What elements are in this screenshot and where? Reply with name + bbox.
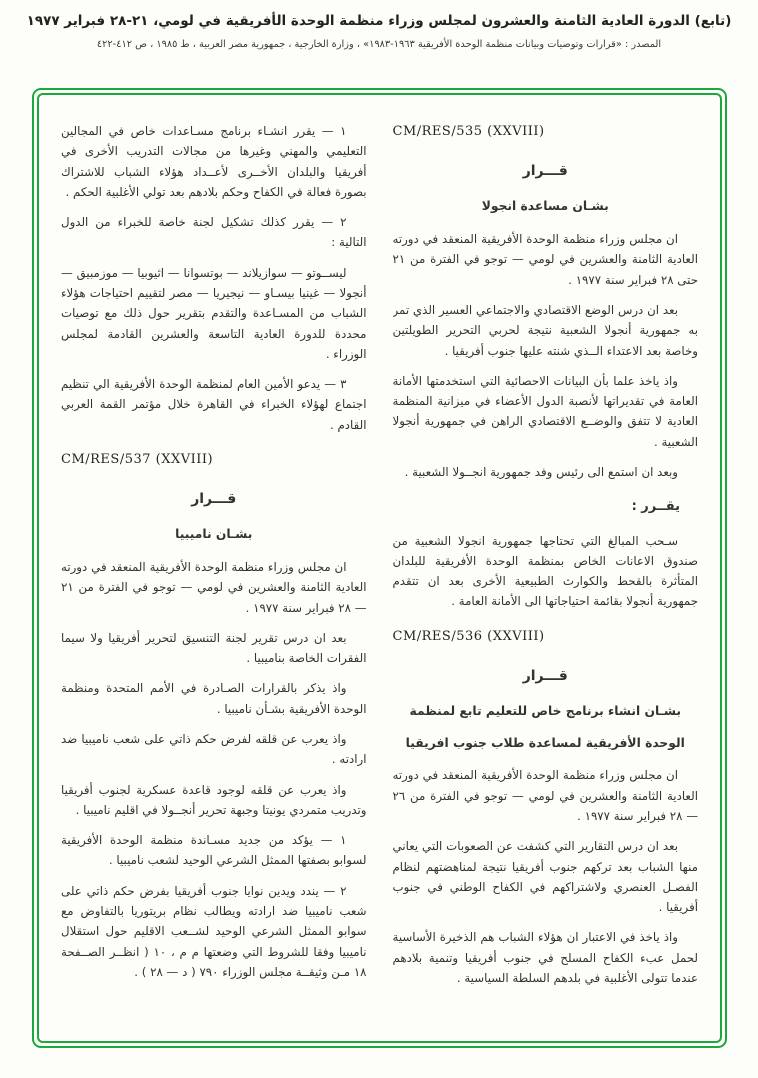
paragraph: ليســوتو — سوازيلاند — بوتسوانا — اثيوبيا — موزمبيق — أنجولا — غينيا بيسـاو — نيجيريا — مصر لتقييم احتياجات هؤلاء الشباب من المسـاعدة والتقدم بتقرير حول ذلك مع توصيات محددة للدورة العادية التاسعة والعشرين القادمة لمجلس الوزراء . — [61, 265, 367, 361]
resolution-subject: بشـان انشاء برنامج خاص للتعليم تابع لمنظمة — [409, 704, 681, 719]
paragraph: بعد ان درس التقارير التي كشفت عن الصعوبات التي يعاني منها الشباب بعد تركهم جنوب أفريقيا نتيجة لمناهضتهم لنظام الفصـل العنصري ولاشتراكهم في الكفاح الوطني في جنوب أفريقيا . — [392, 839, 698, 915]
header-source-note: المصدر : «قرارات وتوصيات وبيانات منظمة الوحدة الأفريقية ١٩٦٣-١٩٨٣» ، وزارة الخارجية ، جمهورية مصر العربية ، ط ١٩٨٥ ، ص ٤١٢-٤٢٢ — [96, 39, 662, 50]
resolution-ref: CM/RES/537 (XXVIII) — [61, 451, 214, 467]
paragraph: واذ ياخذ في الاعتبار ان هؤلاء الشباب هم الذخيرة الأساسية لحمل عبء الكفاح المسلح في جنوب أفريقيا وتنمية بلادهم عندما تتولى الأغلبية في بلدهم السلطة السياسية . — [392, 930, 698, 985]
resolution-ref: CM/RES/536 (XXVIII) — [392, 628, 545, 644]
resolution-subject: بشـان مساعدة انجولا — [481, 199, 609, 214]
green-frame — [32, 88, 727, 1048]
green-frame-inner — [37, 93, 722, 1043]
resolution-subject: الوحدة الأفريقية لمساعدة طلاب جنوب افريقيا — [405, 735, 685, 750]
paragraph: ان مجلس وزراء منظمة الوحدة الأفريقية المنعقد في دورته العادية الثامنة والعشرين في لومي — توجو في الفترة من ٢١ حتى ٢٨ فبراير سنة ١٩٧٧ . — [392, 232, 698, 287]
paragraph: ٢ — يقرر كذلك تشكيل لجنة خاصة للخبراء من الدول التالية : — [61, 215, 367, 250]
resolution-subject: بشـان ناميبيا — [175, 527, 253, 542]
paragraph: واذ يعرب عن قلقه لوجود قاعدة عسكرية لجنوب أفريقيا وتدريب متمردي يونيتا وجبهة تحرير أنجــولا في اقليم ناميبيا . — [61, 782, 367, 817]
paragraph: بعد ان درس تقرير لجنة التنسيق لتحرير أفريقيا ولا سيما الفقرات الخاصة بناميبيا . — [61, 630, 367, 666]
paragraph: واذ يعرب عن قلقه لفرض حكم ذاتي على شعب ناميبيا ضد ارادته . — [61, 732, 367, 767]
decree-label: يقــرر : — [631, 499, 680, 515]
paragraph: ١ — يؤكد من جديد مسـاندة منظمة الوحدة الأفريقية لسوابو بصفتها الممثل الشرعي الوحيد لشعب ناميبيا . — [61, 833, 367, 868]
resolution-title: قـــرار — [191, 491, 237, 508]
paragraph: واذ يذكر بالقرارات الصـادرة في الأمم المتحدة ومنظمة الوحدة الأفريقية بشـأن ناميبيا . — [61, 681, 367, 716]
document-body — [39, 95, 720, 1041]
resolution-ref: CM/RES/535 (XXVIII) — [392, 124, 545, 139]
resolution-title: قـــرار — [522, 163, 568, 180]
page-header — [0, 0, 758, 50]
paragraph: ١ — يقرر انشـاء برنامج مسـاعدات خاص في المجالين التعليمي والمهني وغيرها من مجالات التدريب الأخرى في أفريقيا والبلدان الأخــرى لأعــداد هؤلاء الشباب للاشتراك بصورة فعالة في الكفاح وحكم بلادهم بعد تولي الأغلبية الحكم . — [61, 124, 367, 199]
header-session-title: (تابع) الدورة العادية الثامنة والعشرون لمجلس وزراء منظمة الوحدة الأفريقية في لومي، ٢١-٢٨ فبراير ١٩٧٧ — [26, 13, 732, 29]
paragraph: ٢ — يندد ويدين نوايا جنوب أفريقيا بفرض حكم ذاتي على شعب ناميبيا ضد ارادته ويطالب نظام بريتوريا بالتفاوض مع سوابو الممثل الشرعي الوحيد لشــعب الاقليم حول استقلال ناميبيا وفقا للشروط التي وضعتها م م ، ١٠ ( انظــر الصــفحة ١٨ مـن وثيقــة مجلس الوزراء ٧٩٠ ( د — ٢٨ ) . — [61, 883, 367, 979]
paragraph: سـحب المبالغ التي تحتاجها جمهورية انجولا الشعبية من صندوق الاعانات الخاص بمنظمة الوحدة الأفريقية للبلدان المتأثرة بالقحط والكوارث الطبيعية الأخرى بعد ان تتقدم جمهورية أنجولا بقائمة احتياجاتها الى الأمانة العامة . — [392, 533, 698, 609]
resolution-title: قـــرار — [522, 668, 568, 685]
paragraph: ان مجلس وزراء منظمة الوحدة الأفريقية المنعقد في دورته العادية الثامنة والعشرين في لومي — توجو في الفترة من ٢٦ — ٢٨ فبراير سنة ١٩٧٧ . — [392, 768, 698, 824]
paragraph: واذ ياخذ علما بأن البيانات الاحصائية التي استخدمتها الأمانة العامة في تقديراتها لأنصبة الدول الأعضاء في ميزانية المنظمة العادية لا تتفق والوضــع الاقتصادي الراهن في جمهورية أنجولا الشعبية . — [392, 373, 698, 449]
paragraph: وبعد ان استمع الى رئيس وفد جمهورية انجــولا الشعبية . — [404, 464, 678, 479]
column-right — [393, 121, 699, 1027]
column-left — [61, 121, 367, 1027]
paragraph: ٣ — يدعو الأمين العام لمنظمة الوحدة الأفريقية الي تنظيم اجتماع لهؤلاء الخبراء في القاهرة خلال مؤتمر القمة العربي القادم . — [61, 377, 367, 432]
paragraph: بعد ان درس الوضع الاقتصادي والاجتماعي العسير الذي تمر به جمهورية أنجولا الشعبية نتيجة لحربي التحرير الطويلتين وخاصة بعد الاعتداء الــذي شنته عليها جنوب أفريقيا . — [392, 302, 698, 358]
paragraph: ان مجلس وزراء منظمة الوحدة الأفريقية المنعقد في دورته العادية الثامنة والعشرين في لومي — توجو في الفترة من ٢١ — ٢٨ فبراير سنة ١٩٧٧ . — [61, 560, 367, 615]
